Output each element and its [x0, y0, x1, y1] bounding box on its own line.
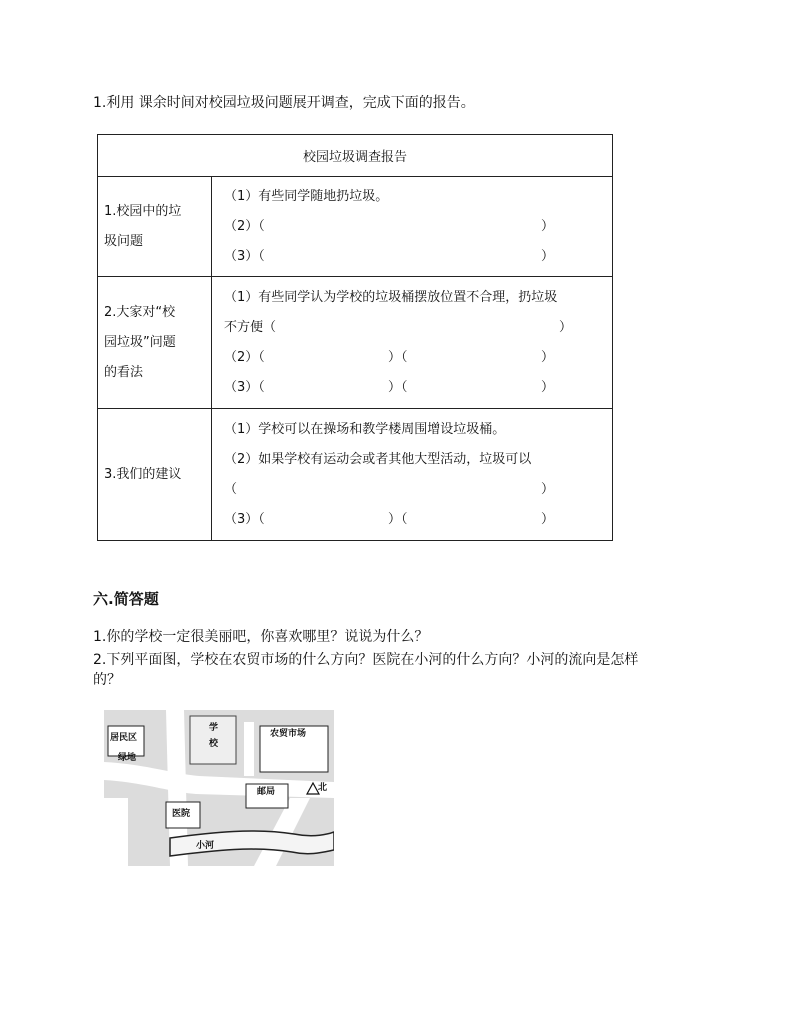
question-2: 1.你的学校一定很美丽吧，你喜欢哪里？说说为什么？ — [93, 629, 429, 645]
side-road — [104, 798, 128, 866]
answer-blank[interactable]: （3）（ ）（ ） — [224, 379, 554, 395]
answer-line: （1）有些同学认为学校的垃圾桶摆放位置不合理，扔垃圾 — [224, 289, 558, 305]
answer-blank[interactable]: （3）（ ）（ ） — [224, 511, 554, 527]
map-label-school-1: 学 — [209, 723, 219, 733]
row-content-garbage-problems — [212, 177, 613, 277]
question-1: 1.利用 课余时间对校园垃圾问题展开调查，完成下面的报告。 — [93, 95, 475, 111]
row-content-suggestions — [212, 409, 613, 541]
table-row — [98, 277, 613, 409]
row-label-garbage-problems: 1.校园中的垃 圾问题 — [98, 177, 212, 277]
question-3-line1: 2.下列平面图，学校在农贸市场的什么方向？医院在小河的什么方向？小河的流向是怎样 — [93, 652, 639, 668]
report-title: 校园垃圾调查报告 — [98, 135, 613, 177]
answer-line: （1）有些同学随地扔垃圾。 — [224, 188, 389, 204]
map-label-post-office: 邮局 — [257, 787, 276, 797]
row-label-opinions: 2.大家对“校 园垃圾”问题 的看法 — [98, 277, 212, 409]
answer-blank[interactable]: （ ） — [224, 481, 554, 497]
answer-blank[interactable]: 不方便（ ） — [224, 319, 572, 335]
map-label-river: 小河 — [196, 841, 215, 851]
row-content-opinions — [212, 277, 613, 409]
map-label-hospital: 医院 — [172, 809, 191, 819]
map-label-residential: 居民区 — [110, 733, 138, 743]
table-row — [98, 409, 613, 541]
map-label-north: 北 — [318, 783, 328, 793]
town-map — [104, 710, 334, 866]
answer-line: （1）学校可以在操场和教学楼周围增设垃圾桶。 — [224, 421, 506, 437]
answer-blank[interactable]: （3）（ ） — [224, 248, 554, 264]
map-label-green: 绿地 — [118, 753, 137, 763]
market-road — [244, 722, 254, 776]
table-row — [98, 177, 613, 277]
survey-report-table — [97, 134, 613, 541]
question-3-line2: 的？ — [93, 672, 121, 688]
answer-blank[interactable]: （2）（ ） — [224, 218, 554, 234]
map-label-school-2: 校 — [209, 739, 219, 749]
answer-line: （2）如果学校有运动会或者其他大型活动，垃圾可以 — [224, 451, 532, 467]
section-title: 六.简答题 — [93, 590, 159, 608]
answer-blank[interactable]: （2）（ ）（ ） — [224, 349, 554, 365]
row-label-suggestions: 3.我们的建议 — [98, 409, 212, 541]
map-label-market: 农贸市场 — [270, 729, 307, 739]
